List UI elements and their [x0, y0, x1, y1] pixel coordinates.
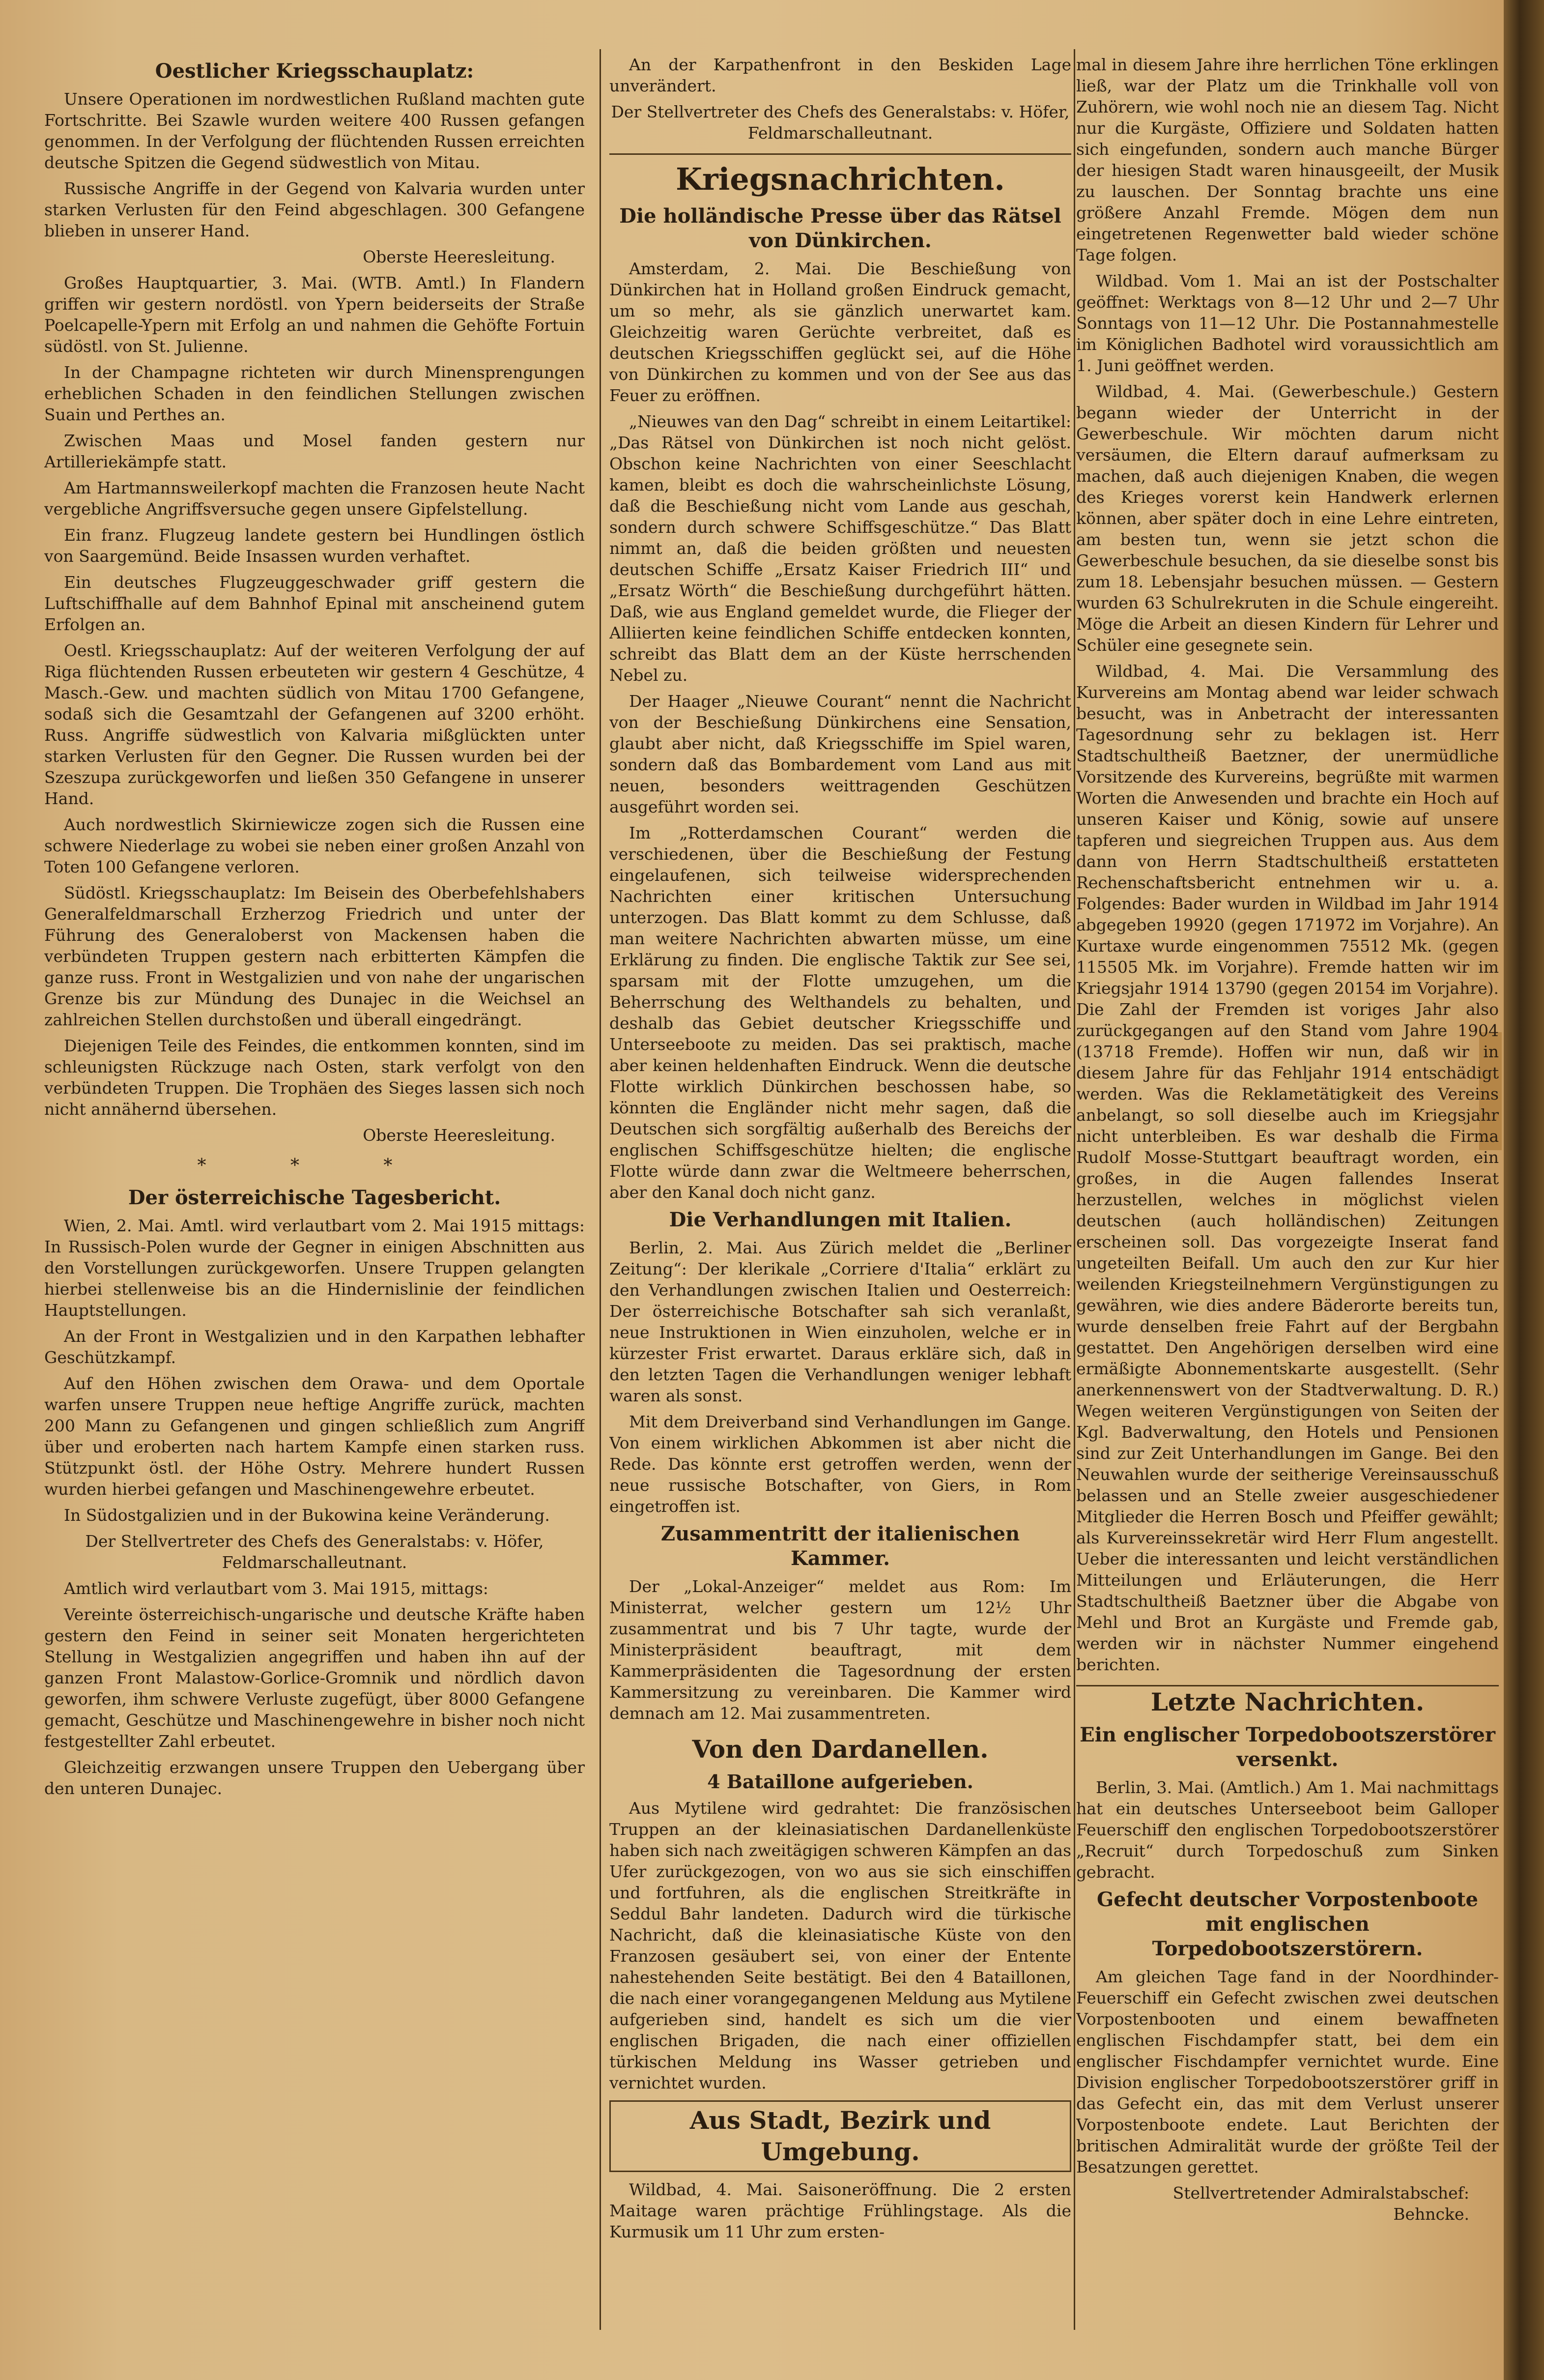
paragraph: Wildbad, 4. Mai. (Gewerbeschule.) Gestern begann wieder der Unterricht in der Gewerbeschule. Wir möchten darum nicht versäumen, die Eltern darauf aufmerksam zu machen, daß auch diejenigen Knaben, die wegen des Krieges vorerst kein Handwerk erlernen können, aber später doch in eine Lehre eintreten, am besten tun, wenn sie jetzt schon die Gewerbeschule besuchen, da sie dieselbe sonst bis zum 18. Lebensjahr besuchen müssen. — Gestern wurden 63 Schulrekruten in die Schule eingereiht. Möge die Arbeit an diesen Kindern für Lehrer und Schüler eine gesegnete sein.	[1076, 382, 1499, 655]
article-subheading: 4 Bataillone aufgerieben.	[707, 1770, 973, 1793]
paragraph: Diejenigen Teile des Feindes, die entkommen konnten, sind im schleunigsten Rückzuge nach Osten, stark verfolgt von den verbündeten Truppen. Die Trophäen des Sieges lassen sich noch nicht annähernd übersehen.	[44, 1036, 585, 1119]
paragraph: Vereinte österreichisch-ungarische und deutsche Kräfte haben gestern den Feind in seiner seit Monaten hergerichteten Stellung in Westgalizien angegriffen und haben ihn auf der ganzen Front Malastow-Gorlice-Gromnik und nördlich davon geworfen, ihm schwere Verluste zugefügt, über 8000 Gefangene gemacht, Geschütze und Maschinengewehre in bisher noch nicht festgestellter Zahl erbeutet.	[44, 1605, 585, 1751]
paragraph: Am gleichen Tage fand in der Noordhinder-Feuerschiff ein Gefecht zwischen zwei deutschen Vorpostenbooten und einem bewaffneten englischen Fischdampfer statt, bei dem ein englischer Fischdampfer vernichtet wurde. Eine Division englischer Torpedobootszerstörer griff in das Gefecht ein, das mit dem Verlust unserer Vorpostenboote endete. Laut Berichten der britischen Admiralität wurde der größte Teil der Besatzungen gerettet.	[1076, 1967, 1499, 2177]
paragraph: Wildbad, 4. Mai. Saisoneröffnung. Die 2 ersten Maitage waren prächtige Frühlingstage. Als die Kurmusik um 11 Uhr zum ersten-	[609, 2180, 1071, 2241]
paragraph: Am Hartmannsweilerkopf machten die Franzosen heute Nacht vergebliche Angriffsversuche gegen unsere Gipfelstellung.	[44, 478, 585, 519]
paragraph: Großes Hauptquartier, 3. Mai. (WTB. Amtl.) In Flandern griffen wir gestern nordöstl. von Ypern beiderseits der Straße Poelcapelle-Ypern mit Erfolg an und nahmen die Gehöfte Fortuin südöstl. von St. Julienne.	[44, 273, 585, 356]
article-heading: Die holländische Presse über das Rätsel von Dünkirchen.	[619, 204, 1061, 252]
article-heading: Die Verhandlungen mit Italien.	[669, 1208, 1012, 1231]
paragraph: Oestl. Kriegsschauplatz: Auf der weiteren Verfolgung der auf Riga flüchtenden Russen erbeuteten wir gestern 4 Geschütze, 4 Masch.-Gew. und machten südlich von Mitau 1700 Gefangene, sodaß sich die Gesamtzahl der Gefangenen auf 3200 erhöht. Russ. Angriffe südwestlich von Kalvaria mißglückten unter starken Verlusten für den Gegner. Die Russen wurden bei der Szeszupa zurückgeworfen und ließen 350 Gefangene in unserer Hand.	[44, 641, 585, 808]
signature: Der Stellvertreter des Chefs des Generalstabs: v. Höfer, Feldmarschalleutnant.	[611, 102, 1070, 143]
article-heading: Gefecht deutscher Vorpostenboote mit englischen Torpedobootszerstörern.	[1096, 1888, 1479, 1960]
signature: Oberste Heeresleitung.	[363, 1126, 555, 1145]
paragraph: Auch nordwestlich Skirniewicze zogen sich die Russen eine schwere Niederlage zu wobei sie neben einer großen Anzahl von Toten 100 Gefangene verloren.	[44, 815, 585, 876]
signature: Stellvertretender Admiralstabschef: Behncke.	[1172, 2183, 1469, 2224]
paragraph: Der Haager „Nieuwe Courant“ nennt die Nachricht von der Beschießung Dünkirchens eine Sensation, glaubt aber nicht, daß Kriegsschiffe im Spiel waren, sondern daß das Bombardement vom Land aus mit neuen, besonders weittragenden Geschützen ausgeführt worden sei.	[609, 692, 1071, 816]
paragraph: Südöstl. Kriegsschauplatz: Im Beisein des Oberbefehlshabers Generalfeldmarschall Erzherzog Friedrich und unter der Führung des Generaloberst von Mackensen haben die verbündeten Truppen gestern nach erbitterten Kämpfen die ganze russ. Front in Westgalizien und von nahe der ungarischen Grenze bis zur Mündung des Dunajec in die Weichsel an zahlreichen Stellen durchstoßen und überall eingedrängt.	[44, 883, 585, 1029]
paragraph: Ein franz. Flugzeug landete gestern bei Hundlingen östlich von Saargemünd. Beide Insassen wurden verhaftet.	[44, 525, 585, 566]
section-heading: Letzte Nachrichten.	[1076, 1685, 1499, 1718]
paragraph: In der Champagne richteten wir durch Minensprengungen erheblichen Schaden in den feindlichen Stellungen zwischen Suain und Perthes an.	[44, 363, 585, 424]
paragraph: Ein deutsches Flugzeuggeschwader griff gestern die Luftschiffhalle auf dem Bahnhof Epinal mit anscheinend gutem Erfolgen an.	[44, 573, 585, 634]
paragraph: Gleichzeitig erzwangen unsere Truppen den Uebergang über den unteren Dunajec.	[44, 1758, 585, 1798]
paragraph: Berlin, 3. Mai. (Amtlich.) Am 1. Mai nachmittags hat ein deutsches Unterseeboot beim Galloper Feuerschiff den englischen Torpedobootszerstörer „Recruit“ durch Torpedoschuß zum Sinken gebracht.	[1076, 1778, 1499, 1882]
section-heading: Der österreichische Tagesbericht.	[128, 1186, 501, 1209]
paragraph: Im „Rotterdamschen Courant“ werden die verschiedenen, über die Beschießung der Festung eingelaufenen, sich teilweise widersprechenden Nachrichten einer kritischen Untersuchung unterzogen. Das Blatt kommt zu dem Schlusse, daß man weitere Nachrichten abwarten müsse, um eine Erklärung zu finden. Die englische Taktik zur See sei, sparsam mit der Flotte umzugehen, um die Beherrschung des Welthandels zu behalten, und deshalb das Gebiet deutscher Kriegsschiffe und Unterseeboote zu meiden. Das sei praktisch, mache aber keinen heldenhaften Eindruck. Wenn die deutsche Flotte wirklich Dünkirchen beschossen habe, so könnten die Engländer nicht mehr sagen, daß die Deutschen sich sorgfältig außerhalb des Bereichs der englischen Schiffsgeschütze hielten; die englische Flotte würde dann zwar die Weltmeere beherrschen, aber den Kanal doch nicht ganz.	[609, 823, 1071, 1202]
paragraph: In Südostgalizien und in der Bukowina keine Veränderung.	[64, 1506, 550, 1525]
paragraph: Berlin, 2. Mai. Aus Zürich meldet die „Berliner Zeitung“: Der klerikale „Corriere d'Italia“ erklärt zu den Verhandlungen zwischen Italien und Oesterreich: Der österreichische Botschafter sah sich veranlaßt, neue Instruktionen in Wien einzuholen, welche er in kürzester Frist erwartet. Daraus erkläre sich, daß in den letzten Tagen die Verhandlungen weniger lebhaft waren als sonst.	[609, 1238, 1071, 1405]
paragraph: Amtlich wird verlautbart vom 3. Mai 1915, mittags:	[64, 1579, 488, 1598]
paragraph: Wildbad. Vom 1. Mai an ist der Postschalter geöffnet: Werktags von 8—12 Uhr und 2—7 Uhr Sonntags von 11—12 Uhr. Die Postannahmestelle im Königlichen Badhotel wird voraussichtlich am 1. Juni geöffnet werden.	[1076, 271, 1499, 375]
book-binding-edge	[1504, 0, 1544, 2380]
paragraph: mal in diesem Jahre ihre herrlichen Töne erklingen ließ, war der Platz um die Trinkhalle voll von Zuhörern, wie wohl noch nie an diesem Tag. Nicht nur die Kurgäste, Offiziere und Soldaten hatten sich eingefunden, sondern auch manche Bürger der hiesigen Stadt waren hinausgeeilt, der Musik zu lauschen. Der Sonntag brachte uns eine größere Anzahl Fremde. Mögen dem nun eingetretenen Regenwetter bald wieder schöne Tage folgen.	[1076, 55, 1499, 264]
paragraph: Amsterdam, 2. Mai. Die Beschießung von Dünkirchen hat in Holland großen Eindruck gemacht, um so mehr, als sie gänzlich unerwartet kam. Gleichzeitig waren Gerüchte verbreitet, daß es deutschen Kriegsschiffen geglückt sei, auf die Höhe von Dünkirchen zu kommen und von der See aus das Feuer zu eröffnen.	[609, 259, 1071, 405]
signature: Der Stellvertreter des Chefs des Generalstabs: v. Höfer, Feldmarschalleutnant.	[85, 1532, 544, 1572]
section-heading: Oestlicher Kriegsschauplatz:	[155, 59, 474, 83]
paragraph: Wien, 2. Mai. Amtl. wird verlautbart vom 2. Mai 1915 mittags: In Russisch-Polen wurde der Gegner in einigen Abschnitten aus den Vorstellungen zurückgeworfen. Unsere Truppen gelangten hierbei stellenweise bis an die Hindernislinie der feindlichen Hauptstellungen.	[44, 1216, 585, 1320]
paragraph: Auf den Höhen zwischen dem Orawa- und dem Oportale warfen unsere Truppen neue heftige Angriffe zurück, machten 200 Mann zu Gefangenen und gingen schließlich zum Angriff über und eroberten nach hartem Kampfe einen starken russ. Stützpunkt östl. der Höhe Ostry. Mehrere hundert Russen wurden hierbei gefangen und Maschinengewehre erbeutet.	[44, 1374, 585, 1499]
paragraph: An der Karpathenfront in den Beskiden Lage unverändert.	[609, 55, 1071, 95]
paragraph: Aus Mytilene wird gedrahtet: Die französischen Truppen an der kleinasiatischen Dardanellenküste haben sich nach zweitägigen schweren Kämpfen an das Ufer zurückgezogen, von wo aus sie sich einschiffen und fortfuhren, als die englischen Streitkräfte in Seddul Bahr landeten. Dadurch wird die türkische Nachricht, daß die kleinasiatische Küste von den Franzosen gesäubert sei, von einer der Entente nahestehenden Seite bestätigt. Bei den 4 Bataillonen, die nach einer vorangegangenen Meldung aus Mytilene aufgerieben sind, handelt es sich um die vier englischen Brigaden, die nach einer offiziellen türkischen Meldung ins Wasser getrieben und vernichtet wurden.	[609, 1799, 1071, 2092]
paragraph: Zwischen Maas und Mosel fanden gestern nur Artilleriekämpfe statt.	[44, 431, 585, 471]
paragraph: Wildbad, 4. Mai. Die Versammlung des Kurvereins am Montag abend war leider schwach besucht, was in Anbetracht der interessanten Tagesordnung sehr zu beklagen ist. Herr Stadtschultheiß Baetzner, der unermüdliche Vorsitzende des Kurvereins, begrüßte mit warmen Worten die Anwesenden und brachte ein Hoch auf unseren Kaiser und König, sowie auf unsere tapferen und siegreichen Truppen aus. Aus dem dann von Herrn Stadtschultheiß erstatteten Rechenschaftsbericht entnehmen wir u. a. Folgendes: Bader wurden in Wildbad im Jahr 1914 abgegeben 19920 (gegen 171972 im Vorjahre). An Kurtaxe wurde eingenommen 75512 Mk. (gegen 115505 Mk. im Vorjahre). Fremde hatten wir im Kriegsjahr 1914 13790 (gegen 20154 im Vorjahre). Die Zahl der Fremden ist voriges Jahr also zurückgegangen auf den Stand vom Jahre 1904 (13718 Fremde). Hoffen wir nun, daß wir in diesem Jahre für das Fehljahr 1914 entschädigt werden. Was die Reklametätigkeit des Vereins anbelangt, so soll dieselbe auch im Kriegsjahr nicht unterbleiben. Es war deshalb die Firma Rudolf Mosse-Stuttgart beauftragt worden, ein großes, in die Augen fallendes Inserat herzustellen, welches in möglichst vielen deutschen (auch holländischen) Zeitungen erscheinen soll. Das vorgezeigte Inserat fand ungeteilten Beifall. Um auch den zur Kur hier weilenden Kriegsteilnehmern Vergünstigungen zu gewähren, wie dies andere Bäderorte bereits tun, wurde denselben freie Fahrt auf der Bergbahn gestattet. Den Angehörigen derselben wird eine ermäßigte Abonnementskarte ausgestellt. (Sehr anerkennenswert von der Stadtverwaltung. D. R.) Wegen weiteren Vergünstigungen von Seiten der Kgl. Badverwaltung, den Hotels und Pensionen sind zur Zeit Unterhandlungen im Gange. Bei den Neuwahlen wurde der seitherige Vereinsausschuß belassen und an Stelle zweier ausgeschiedener Mitglieder die Herren Bosch und Pfeiffer gewählt; als Kurvereinssekretär wird Herr Flum angestellt. Ueber die interessanten und leicht verständlichen Mitteilungen und Erläuterungen, die Herr Stadtschultheiß Baetzner über die Abgabe von Mehl und Brot an Kurgäste und Fremde gab, werden wir in nächster Nummer eingehend berichten.	[1076, 662, 1499, 1674]
column-middle	[609, 54, 1071, 2354]
section-heading: Aus Stadt, Bezirk und Umgebung.	[609, 2100, 1071, 2172]
paragraph: Mit dem Dreiverband sind Verhandlungen im Gange. Von einem wirklichen Abkommen ist aber nicht die Rede. Das könnte erst getroffen werden, wenn der neue russische Botschafter, von Giers, in Rom eingetroffen ist.	[609, 1412, 1071, 1516]
paragraph: Der „Lokal-Anzeiger“ meldet aus Rom: Im Ministerrat, welcher gestern um 12½ Uhr zusammentrat und bis 7 Uhr tagte, wurde der Ministerpräsident beauftragt, mit dem Kammerpräsidenten die Tagesordnung der ersten Kammersitzung zu vereinbaren. Die Kammer wird demnach am 12. Mai zusammentreten.	[609, 1577, 1071, 1723]
paragraph: An der Front in Westgalizien und in den Karpathen lebhafter Geschützkampf.	[44, 1327, 585, 1367]
paragraph: „Nieuwes van den Dag“ schreibt in einem Leitartikel: „Das Rätsel von Dünkirchen ist noch nicht gelöst. Obschon keine Nachrichten von einer Seeschlacht kamen, bleibt es doch die wahrscheinlichste Lösung, daß die Beschießung nicht vom Lande aus geschah, sondern durch schwere Schiffsgeschütze.“ Das Blatt nimmt an, daß die beiden größten und neuesten deutschen Schiffe „Ersatz Kaiser Friedrich III“ und „Ersatz Wörth“ die Beschießung durchgeführt hätten. Daß, wie aus England gemeldet wurde, die Flieger der Alliierten keine feindlichen Schiffe entdecken konnten, schreibt das Blatt dem an der Küste herrschenden Nebel zu.	[609, 412, 1071, 685]
article-heading: Zusammentritt der italienischen Kammer.	[660, 1522, 1020, 1570]
column-left	[44, 54, 585, 2354]
section-heading: Von den Dardanellen.	[692, 1735, 989, 1764]
column-rule	[600, 49, 601, 2330]
separator-stars: * * *	[197, 1156, 432, 1176]
column-right	[1076, 54, 1499, 2354]
article-heading: Ein englischer Torpedobootszerstörer versenkt.	[1080, 1723, 1495, 1771]
paragraph: Russische Angriffe in der Gegend von Kalvaria wurden unter starken Verlusten für den Feind abgeschlagen. 300 Gefangene blieben in unserer Hand.	[44, 179, 585, 240]
section-title: Kriegsnachrichten.	[609, 153, 1071, 199]
paragraph: Unsere Operationen im nordwestlichen Rußland machten gute Fortschritte. Bei Szawle wurden weitere 400 Russen gefangen genommen. In der Verfolgung der flüchtenden Russen erreichten deutsche Spitzen die Gegend südwestlich von Mitau.	[44, 89, 585, 172]
column-rule	[1074, 49, 1075, 2330]
signature: Oberste Heeresleitung.	[363, 247, 555, 266]
